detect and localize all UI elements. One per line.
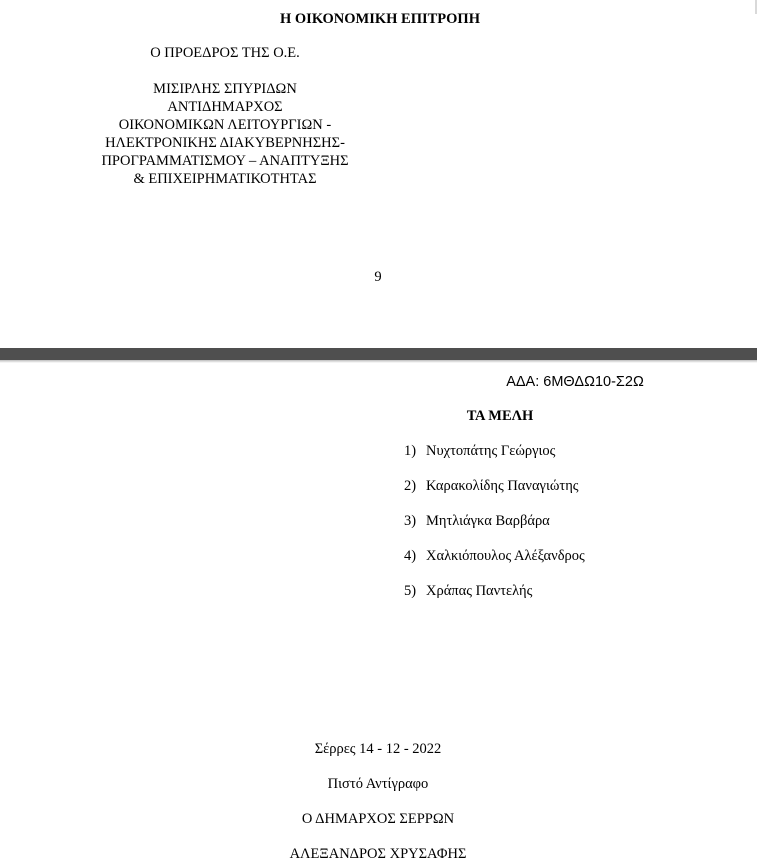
list-item	[404, 477, 704, 512]
president-signature-block	[50, 80, 400, 188]
document-date: Σέρρες 14 - 12 - 2022	[314, 741, 442, 757]
members-title: ΤΑ ΜΕΛΗ	[466, 408, 534, 424]
list-item	[404, 512, 704, 547]
member-number: 5)	[404, 583, 417, 599]
committee-title: Η ΟΙΚΟΝΟΜΙΚΗ ΕΠΙΤΡΟΠΗ	[280, 11, 480, 27]
member-number: 4)	[404, 548, 417, 564]
member-name: Νυχτοπάτης Γεώργιος	[426, 443, 556, 459]
ada-code: ΑΔΑ: 6ΜΘΔΩ10-Σ2Ω	[506, 374, 644, 390]
list-item	[404, 547, 704, 582]
president-title-line: ΗΛΕΚΤΡΟΝΙΚΗΣ ΔΙΑΚΥΒΕΡΝΗΣΗΣ-	[105, 135, 345, 151]
president-name: ΜΙΣΙΡΛΗΣ ΣΠΥΡΙΔΩΝ	[153, 81, 297, 97]
certified-copy-label: Πιστό Αντίγραφο	[327, 776, 429, 792]
mayor-name: ΑΛΕΞΑΝΔΡΟΣ ΧΡΥΣΑΦΗΣ	[289, 846, 467, 862]
page-number: 9	[374, 269, 382, 285]
president-title-line: & ΕΠΙΧΕΙΡΗΜΑΤΙΚΟΤΗΤΑΣ	[133, 171, 317, 187]
member-number: 1)	[404, 443, 417, 459]
member-name: Χαλκιόπουλος Αλέξανδρος	[426, 548, 585, 564]
member-number: 2)	[404, 478, 417, 494]
president-role: Ο ΠΡΟΕΔΡΟΣ ΤΗΣ Ο.Ε.	[150, 45, 300, 61]
member-name: Χράπας Παντελής	[426, 583, 533, 599]
member-name: Μητλιάγκα Βαρβάρα	[426, 513, 550, 529]
member-name: Καρακολίδης Παναγιώτης	[426, 478, 579, 494]
members-list	[404, 442, 704, 617]
president-title-line: ΠΡΟΓΡΑΜΜΑΤΙΣΜΟΥ – ΑΝΑΠΤΥΞΗΣ	[101, 153, 349, 169]
president-title-line: ΟΙΚΟΝΟΜΙΚΩΝ ΛΕΙΤΟΥΡΓΙΩΝ -	[118, 117, 332, 133]
list-item	[404, 582, 704, 617]
member-number: 3)	[404, 513, 417, 529]
president-title-line: ΑΝΤΙΔΗΜΑΡΧΟΣ	[167, 99, 283, 115]
page-9	[0, 0, 757, 348]
page-shadow	[0, 360, 757, 363]
page-separator	[0, 348, 757, 360]
mayor-title: Ο ΔΗΜΑΡΧΟΣ ΣΕΡΡΩΝ	[301, 811, 455, 827]
list-item	[404, 442, 704, 477]
